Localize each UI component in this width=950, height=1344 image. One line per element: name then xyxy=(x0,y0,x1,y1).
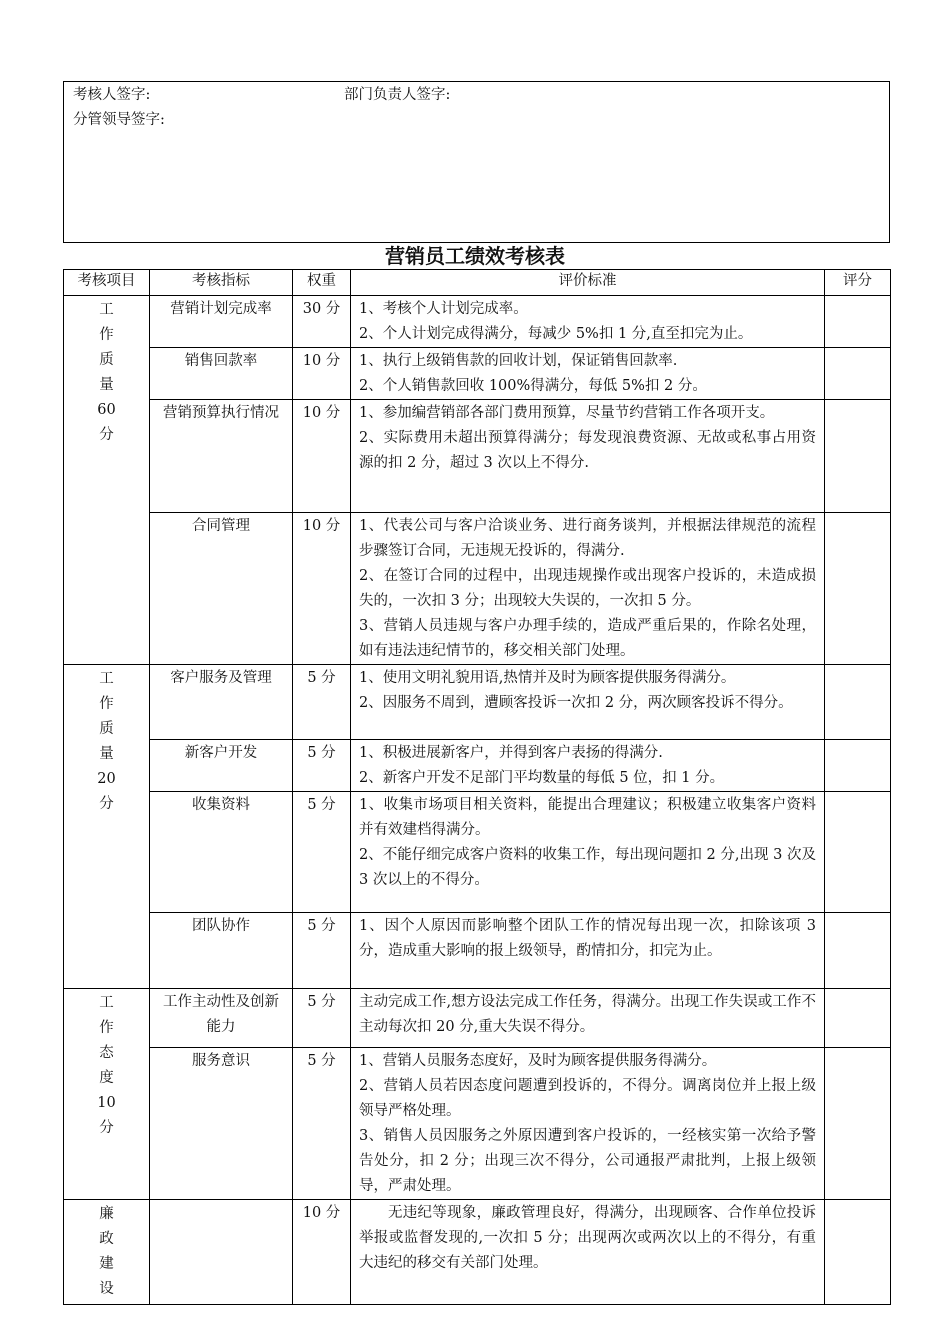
dept-head-signature-label: 部门负责人签字: xyxy=(344,87,451,103)
leader-signature-label: 分管领导签字: xyxy=(73,112,165,128)
category-integrity: 廉 政 建 设 xyxy=(64,1200,150,1305)
assessment-table xyxy=(63,269,891,1305)
criteria-cell: 1、参加编营销部各部门费用预算，尽量节约营销工作各项开支。 2、实际费用未超出预算得满分；每发现浪费资源、无故或私事占用资源的扣 2 分，超过 3 次以上不得分. xyxy=(351,400,825,513)
indicator-cell: 新客户开发 xyxy=(150,740,293,792)
weight-cell: 5 分 xyxy=(293,665,351,740)
table-row xyxy=(64,913,891,989)
score-cell[interactable] xyxy=(825,989,891,1048)
weight-cell: 10 分 xyxy=(293,1200,351,1305)
table-row xyxy=(64,513,891,665)
score-cell[interactable] xyxy=(825,665,891,740)
score-cell[interactable] xyxy=(825,296,891,348)
score-cell[interactable] xyxy=(825,1200,891,1305)
weight-cell: 10 分 xyxy=(293,400,351,513)
indicator-cell xyxy=(150,1200,293,1305)
weight-cell: 10 分 xyxy=(293,348,351,400)
header-indicator: 考核指标 xyxy=(150,270,293,296)
score-cell[interactable] xyxy=(825,792,891,913)
header-criteria: 评价标准 xyxy=(351,270,825,296)
table-row xyxy=(64,348,891,400)
signature-box xyxy=(63,81,890,243)
criteria-cell: 1、执行上级销售款的回收计划，保证销售回款率. 2、个人销售款回收 100%得满分，每低 5%扣 2 分。 xyxy=(351,348,825,400)
score-cell[interactable] xyxy=(825,1048,891,1200)
weight-cell: 5 分 xyxy=(293,1048,351,1200)
weight-cell: 5 分 xyxy=(293,740,351,792)
indicator-cell: 营销预算执行情况 xyxy=(150,400,293,513)
table-row xyxy=(64,989,891,1048)
criteria-cell: 无违纪等现象，廉政管理良好，得满分，出现顾客、合作单位投诉举报或监督发现的,一次扣 5 分；出现两次或两次以上的不得分，有重大违纪的移交有关部门处理。 xyxy=(351,1200,825,1305)
table-row xyxy=(64,296,891,348)
score-cell[interactable] xyxy=(825,348,891,400)
score-cell[interactable] xyxy=(825,913,891,989)
header-weight: 权重 xyxy=(293,270,351,296)
weight-cell: 5 分 xyxy=(293,792,351,913)
criteria-cell: 1、因个人原因而影响整个团队工作的情况每出现一次，扣除该项 3 分，造成重大影响的报上级领导，酌情扣分，扣完为止。 xyxy=(351,913,825,989)
weight-cell: 10 分 xyxy=(293,513,351,665)
weight-cell: 30 分 xyxy=(293,296,351,348)
score-cell[interactable] xyxy=(825,513,891,665)
form-title: 营销员工绩效考核表 xyxy=(385,244,565,268)
indicator-cell: 团队协作 xyxy=(150,913,293,989)
criteria-cell: 1、代表公司与客户洽谈业务、进行商务谈判，并根据法律规范的流程步骤签订合同，无违规无投诉的，得满分. 2、在签订合同的过程中，出现违规操作或出现客户投诉的，未造成损失的，一次扣 3 分；出现较大失误的，一次扣 5 分。 3、营销人员违规与客户办理手续的，造成严重后果的，作除名处理，如有违法违纪情节的，移交相关部门处理。 xyxy=(351,513,825,665)
weight-cell: 5 分 xyxy=(293,989,351,1048)
category-quality-60: 工 作 质 量 60 分 xyxy=(64,296,150,665)
criteria-cell: 1、积极进展新客户，并得到客户表扬的得满分. 2、新客户开发不足部门平均数量的每低 5 位，扣 1 分。 xyxy=(351,740,825,792)
indicator-cell: 销售回款率 xyxy=(150,348,293,400)
criteria-cell: 1、考核个人计划完成率。 2、个人计划完成得满分，每减少 5%扣 1 分,直至扣完为止。 xyxy=(351,296,825,348)
criteria-cell: 1、使用文明礼貌用语,热情并及时为顾客提供服务得满分。 2、因服务不周到，遭顾客投诉一次扣 2 分，两次顾客投诉不得分。 xyxy=(351,665,825,740)
score-cell[interactable] xyxy=(825,740,891,792)
category-attitude-10: 工 作 态 度 10 分 xyxy=(64,989,150,1200)
indicator-cell: 服务意识 xyxy=(150,1048,293,1200)
table-row xyxy=(64,400,891,513)
criteria-cell: 1、营销人员服务态度好，及时为顾客提供服务得满分。 2、营销人员若因态度问题遭到投诉的，不得分。调离岗位并上报上级领导严格处理。 3、销售人员因服务之外原因遭到客户投诉的，一经核实第一次给予警告处分，扣 2 分；出现三次不得分，公司通报严肃批判，上报上级领导，严肃处理。 xyxy=(351,1048,825,1200)
assessor-signature-label: 考核人签字: xyxy=(73,87,151,103)
indicator-cell: 合同管理 xyxy=(150,513,293,665)
criteria-cell: 1、收集市场项目相关资料，能提出合理建议；积极建立收集客户资料并有效建档得满分。 2、不能仔细完成客户资料的收集工作，每出现问题扣 2 分,出现 3 次及 3 次以上的不得分。 xyxy=(351,792,825,913)
header-category: 考核项目 xyxy=(64,270,150,296)
indicator-cell: 营销计划完成率 xyxy=(150,296,293,348)
table-row xyxy=(64,665,891,740)
table-row xyxy=(64,740,891,792)
table-row xyxy=(64,792,891,913)
table-row xyxy=(64,1200,891,1305)
indicator-cell: 收集资料 xyxy=(150,792,293,913)
criteria-cell: 主动完成工作,想方设法完成工作任务，得满分。出现工作失误或工作不主动每次扣 20 分,重大失误不得分。 xyxy=(351,989,825,1048)
header-score: 评分 xyxy=(825,270,891,296)
score-cell[interactable] xyxy=(825,400,891,513)
header-row xyxy=(64,270,891,296)
indicator-cell: 客户服务及管理 xyxy=(150,665,293,740)
indicator-cell: 工作主动性及创新能力 xyxy=(150,989,293,1048)
category-quality-20: 工 作 质 量 20 分 xyxy=(64,665,150,989)
table-row xyxy=(64,1048,891,1200)
weight-cell: 5 分 xyxy=(293,913,351,989)
